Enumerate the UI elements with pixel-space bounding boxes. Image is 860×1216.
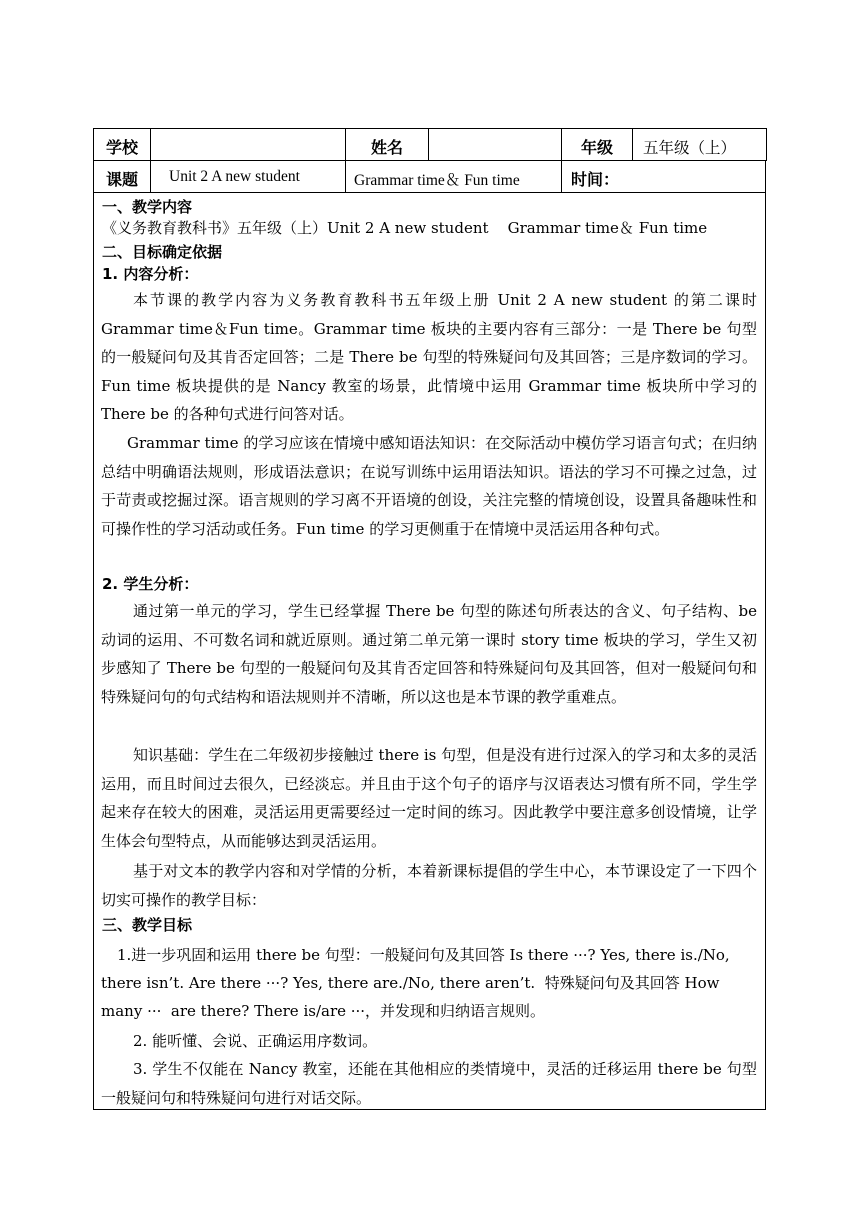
section-2-sub-students: 2. 学生分析： [102,575,199,593]
school-value-cell [150,128,346,161]
topic-label: 课题 [106,170,139,189]
section-2-title: 二、目标确定依据 [102,243,223,261]
name-label: 姓名 [371,138,404,157]
topic-label-cell [93,160,151,193]
student-analysis-para-3: 基于对文本的教学内容和对学情的分析，本着新课标提倡的学生中心，本节课设定了一下四个切实可操作的教学目标： [101,862,757,909]
section-1-title: 一、教学内容 [102,198,193,216]
time-label: 时间： [571,170,620,189]
name-value-cell [428,128,562,161]
goal-1-line-3: many ··· are there? There is/are ···，并发现和归纳语言规则。 [101,1002,546,1020]
goal-1-line-1: 1.进一步巩固和运用 there be 句型：一般疑问句及其回答 Is there ···? Yes, there is./No, [117,946,730,964]
content-analysis-para-1: 本节课的教学内容为义务教育教科书五年级上册 Unit 2 A new student 的第二课时 Grammar time＆Fun time。Grammar time 板块的主要内容有三部分：一是 There be 句型的一般疑问句及其肯否定回答；二是 There be 句型的特殊疑问句及其回答；三是序数词的学习。Fun time 板块提供的是 Nancy 教室的场景，此情境中运用 Grammar time 板块所中学习的 There be 的各种句式进行问答对话。 [101,291,757,423]
topic-value: Unit 2 A new student [169,168,300,185]
section-1-text: 《义务教育教科书》五年级（上）Unit 2 A new student Grammar time＆ Fun time [102,219,708,237]
grade-value-cell [632,128,767,161]
topic-value2-cell [345,160,562,193]
school-label-cell [93,128,151,161]
student-analysis-para-2: 知识基础：学生在二年级初步接触过 there is 句型，但是没有进行过深入的学习和太多的灵活运用，而且时间过去很久，已经淡忘。并且由于这个句子的语序与汉语表达习惯有所不同，学生学起来存在较大的困难，灵活运用更需要经过一定时间的练习。因此教学中要注意多创设情境，让学生体会句型特点，从而能够达到灵活运用。 [101,746,757,850]
grade-value: 五年级（上） [643,140,737,157]
content-analysis-para-2: Grammar time 的学习应该在情境中感知语法知识：在交际活动中模仿学习语言句式；在归纳总结中明确语法规则，形成语法意识；在说写训练中运用语法知识。语法的学习不可操之过急，过于苛责或挖掘过深。语言规则的学习离不开语境的创设，关注完整的情境创设，设置具备趣味性和可操作性的学习活动或任务。Fun time 的学习更侧重于在情境中灵活运用各种句式。 [101,434,757,538]
goal-3: 3. 学生不仅能在 Nancy 教室，还能在其他相应的类情境中，灵活的迁移运用 there be 句型一般疑问句和特殊疑问句进行对话交际。 [101,1060,757,1107]
topic-value2: Grammar time＆ Fun time [354,172,520,189]
grade-label: 年级 [581,138,614,157]
section-2-sub-content: 1. 内容分析： [102,265,199,283]
time-cell [561,160,766,193]
school-label: 学校 [106,138,139,157]
grade-label-cell [561,128,633,161]
student-analysis-para-1: 通过第一单元的学习，学生已经掌握 There be 句型的陈述句所表达的含义、句子结构、be 动词的运用、不可数名词和就近原则。通过第二单元第一课时 story time 板块的学习，学生又初步感知了 There be 句型的一般疑问句及其肯否定回答和特殊疑问句及其回答，但对一般疑问句和特殊疑问句的句式结构和语法规则并不清晰，所以这也是本节课的教学重难点。 [101,602,757,706]
name-label-cell [345,128,429,161]
goal-1-line-2: there isn’t. Are there ···? Yes, there are./No, there aren’t. 特殊疑问句及其回答 How [101,974,720,992]
topic-value-cell [150,160,346,193]
section-3-title: 三、教学目标 [102,916,193,934]
goal-2: 2. 能听懂、会说、正确运用序数词。 [133,1032,378,1050]
